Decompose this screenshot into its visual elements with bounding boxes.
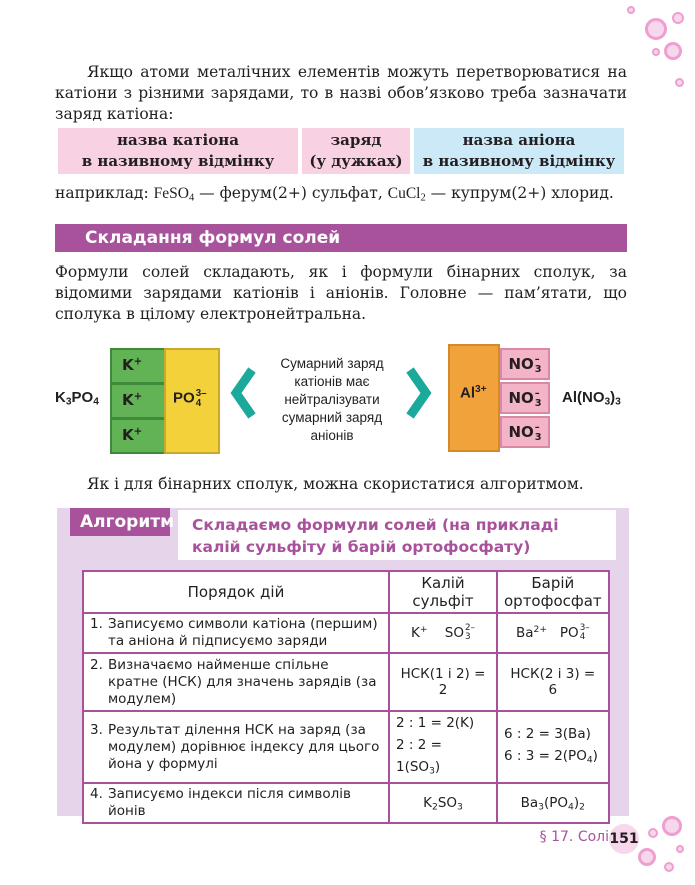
chevron-left-icon	[228, 366, 258, 420]
decor-circle	[652, 48, 660, 56]
table-row: 3. Результат ділення НСК на заряд (за модулем) дорівнює індексу для цього йона у формулі 2 : 1 = 2(K) 2 : $2 = 1(SO_3)$ 6 : 2 = 3(Ba) 6 : $3 = 2(PO_4)$	[83, 711, 609, 783]
name-table-charge: заряд (у дужках)	[302, 128, 410, 174]
algorithm-title: Складаємо формули солей (на прикладі калій сульфіту й барій ортофосфату)	[192, 516, 559, 556]
decor-circle	[627, 6, 635, 14]
decor-circle	[662, 816, 682, 836]
cell-r4-k-sulfite: $K_2SO_3$	[389, 783, 497, 823]
decor-circle	[675, 78, 684, 87]
algorithm-table	[82, 570, 610, 824]
name-table-cation: назва катіона в називному відмінку	[58, 128, 298, 174]
anion-piece-no3: NO – 3	[500, 348, 550, 380]
algorithm-intro: Як і для бінарних сполук, можна скористатися алгоритмом.	[87, 475, 584, 493]
decor-circle	[672, 12, 684, 24]
decor-circle	[638, 848, 656, 866]
header-ba-orthophosphate: Барій ортофосфат	[497, 571, 609, 613]
cell-r2-ba-phosphate: НСК(2 і 3) = 6	[497, 653, 609, 711]
example-line: наприклад: FeSO$_4$ — ферум(2+) сульфат, CuCl$_2$ — купрум(2+) хлорид.	[55, 184, 614, 204]
cell-r3-ba-phosphate: 6 : 2 = 3(Ba) 6 : $3 = 2(PO_4)$	[497, 711, 609, 783]
decor-circle	[676, 845, 684, 853]
algorithm-label: Алгоритм	[70, 508, 170, 536]
footer-section: § 17. Солі	[539, 829, 609, 845]
cell-r4-ba-phosphate: $Ba_3(PO_4)_2$	[497, 783, 609, 823]
decor-circle	[648, 828, 658, 838]
cation-piece-k: K+	[110, 418, 168, 454]
diagram-center-text: Сумарний заряд катіонів має нейтралізувати сумарний заряд аніонів	[280, 356, 384, 443]
name-table-anion: назва аніона в називному відмінку	[414, 128, 624, 174]
decor-circle	[645, 18, 667, 40]
table-row: 1. Записуємо символи катіона (першим) та аніона й підписуємо заряди K+ SO 2– 3 $Ba^{2+}$ PO 3– 4	[83, 613, 609, 653]
header-steps: Порядок дій	[83, 571, 389, 613]
cell-r1-ba-phosphate: $Ba^{2+}$ PO 3– 4	[497, 613, 609, 653]
cell-r1-k-sulfite: K+ SO 2– 3	[389, 613, 497, 653]
cell-r2-k-sulfite: НСК(1 і 2) = 2	[389, 653, 497, 711]
cation-piece-k: K+	[110, 348, 168, 384]
cation-piece-k: K+	[110, 383, 168, 419]
chevron-right-icon	[404, 366, 434, 420]
header-k-sulfite: Калій сульфіт	[389, 571, 497, 613]
table-row: 2. Визначаємо найменше спільне кратне (НСК) для значень зарядів (за модулем) НСК(1 і 2) = 2 НСК(2 і 3) = 6	[83, 653, 609, 711]
formula-al-no3-3: $Al(NO_3)_3$	[562, 389, 621, 408]
decor-circle	[664, 42, 682, 60]
table-row: 4. Записуємо індекси після символів йонів $K_2SO_3$ $Ba_3(PO_4)_2$	[83, 783, 609, 823]
section-heading: Складання формул солей	[55, 224, 627, 252]
formula-k3po4: $K_3PO_4$	[55, 389, 99, 408]
anion-piece-no3: NO – 3	[500, 382, 550, 414]
cell-r3-k-sulfite: 2 : 1 = 2(K) 2 : $2 = 1(SO_3)$	[389, 711, 497, 783]
anion-piece-no3: NO – 3	[500, 416, 550, 448]
page-number: 151	[609, 824, 639, 854]
body-paragraph: Формули солей складають, як і формули бінарних сполук, за відомими зарядами катіонів і аніонів. Головне — пам’ятати, що сполука в цілому електронейтральна.	[55, 263, 627, 323]
intro-paragraph: Якщо атоми металічних елементів можуть перетворюватися на катіони з різними зарядами, то в назві обов’язково треба зазначати заряд катіона:	[55, 63, 627, 123]
anion-label-po4: PO 3– 4	[173, 388, 207, 409]
cation-label-al: $Al^{3+}$	[460, 384, 487, 402]
decor-circle	[664, 862, 674, 872]
